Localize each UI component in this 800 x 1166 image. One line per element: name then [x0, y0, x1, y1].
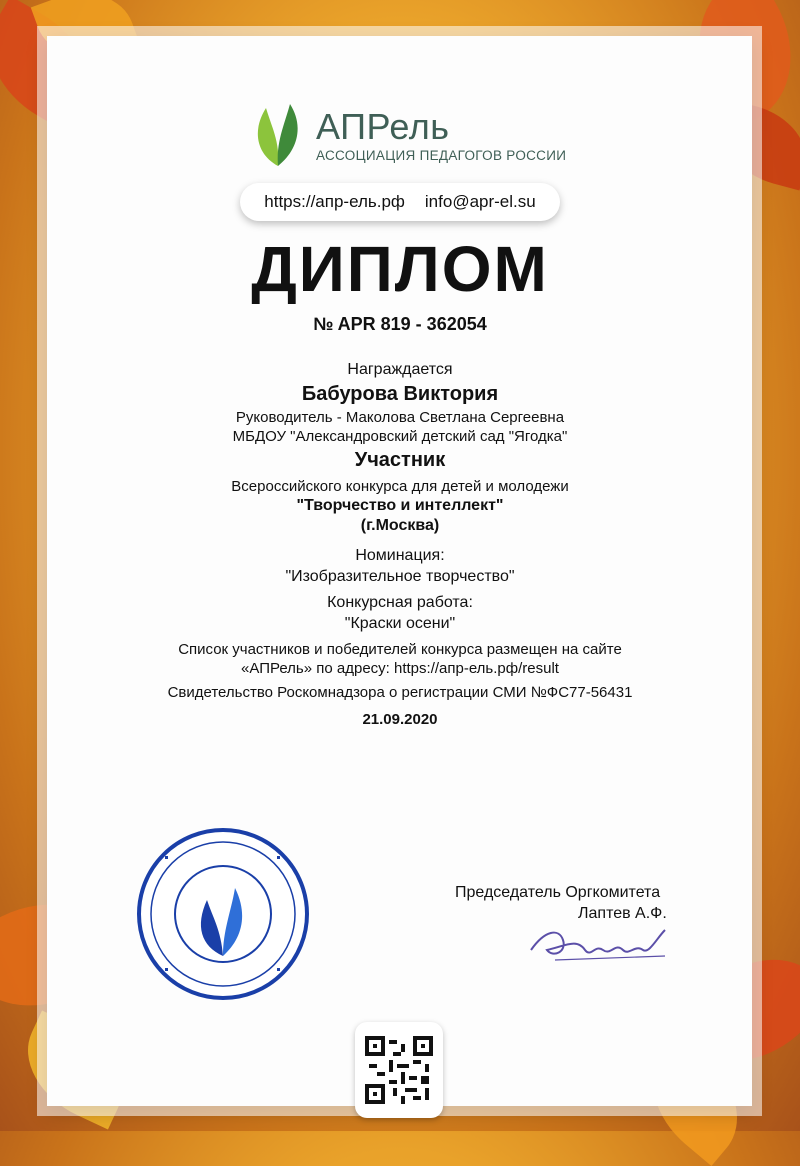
- qr-code[interactable]: [355, 1022, 443, 1118]
- contest-description: Всероссийского конкурса для детей и молодежи: [231, 478, 569, 495]
- diploma-number: № APR 819 - 362054: [313, 314, 487, 334]
- nomination-label: Номинация:: [355, 547, 445, 564]
- recipient-name: Бабурова Виктория: [301, 383, 499, 405]
- contest-city: (г.Москва): [360, 517, 440, 534]
- participants-list-line2: «АПРель» по адресу: https://апр-ель.рф/result: [241, 660, 559, 677]
- logo-subtitle: АССОЦИАЦИЯ ПЕДАГОГОВ РОССИИ: [316, 148, 567, 163]
- signature-icon: [525, 920, 675, 970]
- awarded-label: Награждается: [347, 361, 453, 378]
- signature-name: Лаптев А.Ф.: [578, 905, 667, 922]
- contest-name: "Творчество и интеллект": [296, 497, 504, 514]
- work-title: "Краски осени": [344, 615, 456, 632]
- qr-code-icon: [365, 1036, 433, 1104]
- links-pill: [240, 183, 560, 221]
- participants-list-line1: Список участников и победителей конкурса размещен на сайте: [178, 641, 622, 658]
- logo: [250, 100, 567, 170]
- diploma-date: 21.09.2020: [362, 711, 438, 728]
- diploma-title: ДИПЛОМ: [251, 233, 549, 305]
- leaf-icon: [250, 102, 306, 168]
- stamp: [135, 826, 311, 1002]
- work-label: Конкурсная работа:: [327, 594, 473, 611]
- registration-info: Свидетельство Роскомнадзора о регистрации СМИ №ФС77-56431: [167, 684, 633, 701]
- email-link[interactable]: info@apr-el.su: [424, 192, 536, 211]
- logo-title: АПРель: [316, 106, 450, 147]
- institution: МБДОУ "Александровский детский сад "Ягодка": [232, 428, 568, 445]
- seal-icon: [135, 826, 311, 1002]
- supervisor: Руководитель - Маколова Светлана Сергеевна: [235, 409, 565, 426]
- site-link[interactable]: https://апр-ель.рф: [264, 192, 405, 211]
- status: Участник: [354, 449, 446, 471]
- nomination: "Изобразительное творчество": [285, 568, 515, 585]
- signature-title: Председатель Оргкомитета: [455, 884, 661, 901]
